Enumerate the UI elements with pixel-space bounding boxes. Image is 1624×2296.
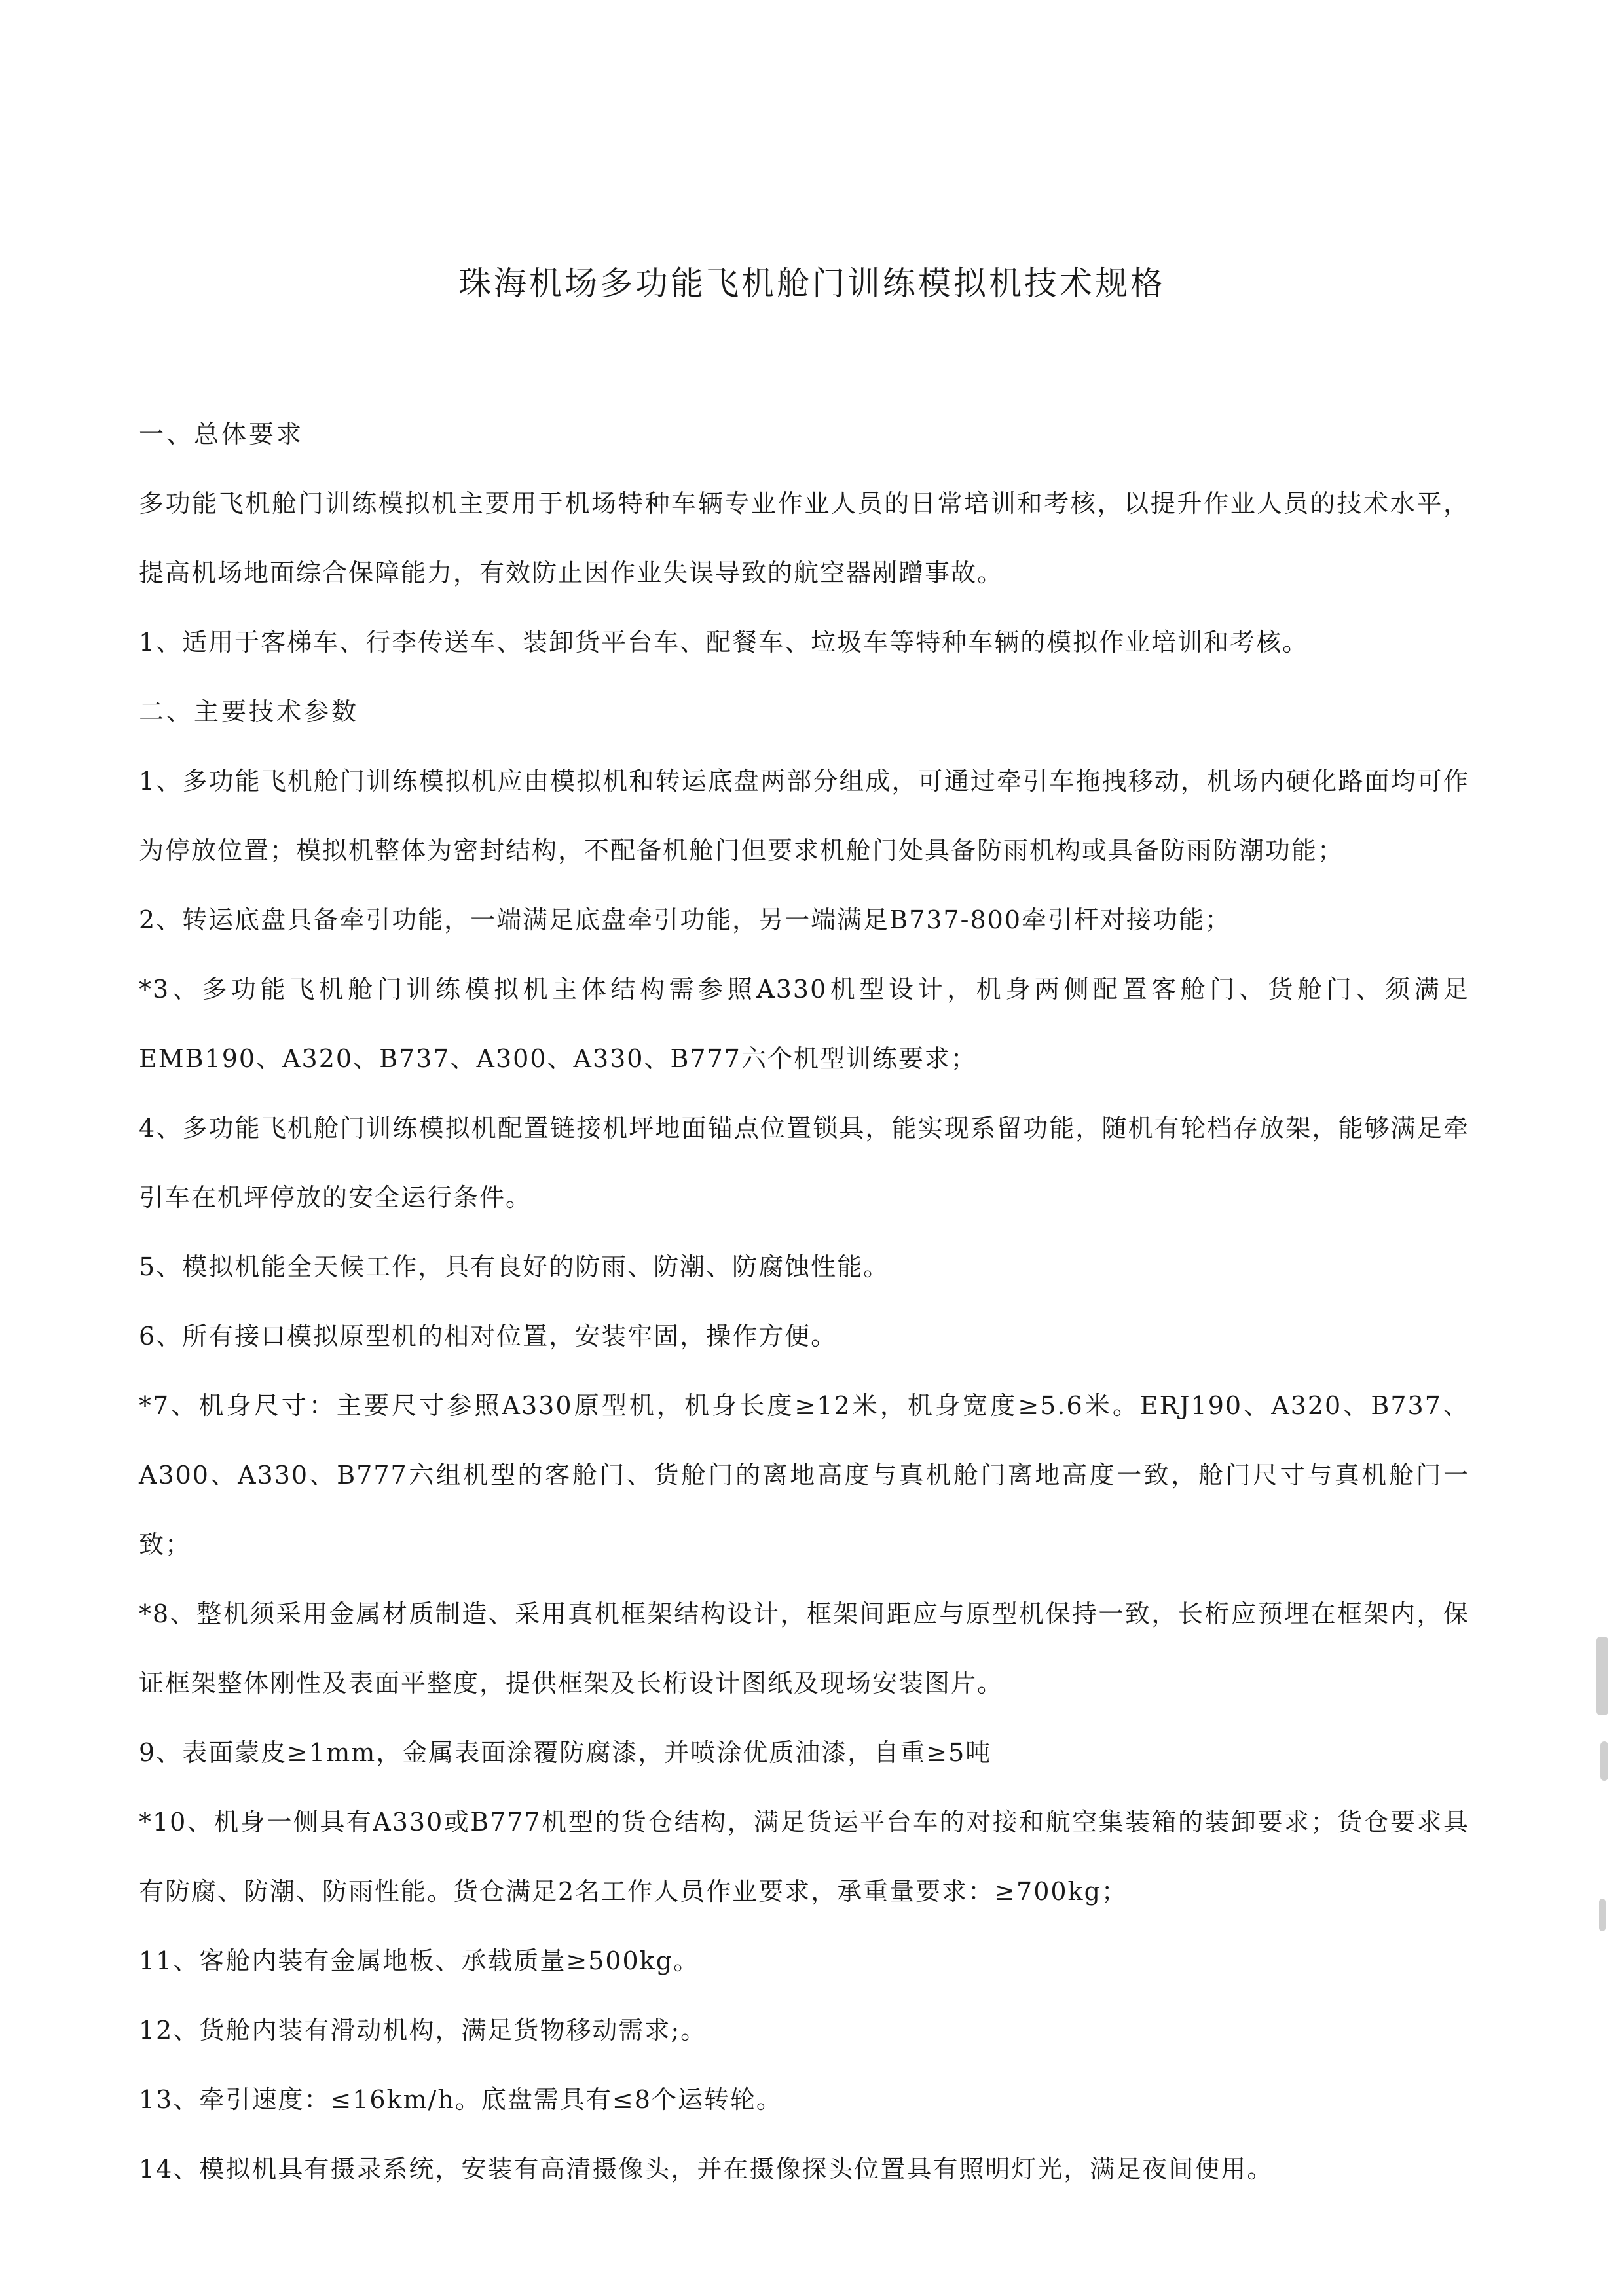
paragraph: 1、适用于客梯车、行李传送车、装卸货平台车、配餐车、垃圾车等特种车辆的模拟作业培训和考核。	[139, 628, 1309, 657]
paragraph: 4、多功能飞机舱门训练模拟机配置链接机坪地面锚点位置锁具，能实现系留功能，随机有轮档存放架，能够满足牵引车在机坪停放的安全运行条件。	[139, 1114, 1469, 1212]
paragraph: 2、转运底盘具备牵引功能，一端满足底盘牵引功能，另一端满足B737-800牵引杆对接功能；	[139, 905, 1232, 934]
scan-artifact	[1599, 1899, 1606, 1931]
paragraph: *10、机身一侧具有A330或B777机型的货仓结构，满足货运平台车的对接和航空集装箱的装卸要求；货仓要求具有防腐、防潮、防雨性能。货仓满足2名工作人员作业要求，承重量要求：≥700kg；	[139, 1808, 1469, 1906]
paragraph: 多功能飞机舱门训练模拟机主要用于机场特种车辆专业作业人员的日常培训和考核，以提升作业人员的技术水平，提高机场地面综合保障能力，有效防止因作业失误导致的航空器剐蹭事故。	[139, 489, 1469, 587]
paragraph: *7、机身尺寸：主要尺寸参照A330原型机，机身长度≥12米，机身宽度≥5.6米。ERJ190、A320、B737、A300、A330、B777六组机型的客舱门、货舱门的离地高度与真机舱门离地高度一致，舱门尺寸与真机舱门一致；	[139, 1391, 1469, 1559]
paragraph: *8、整机须采用金属材质制造、采用真机框架结构设计，框架间距应与原型机保持一致，长桁应预埋在框架内，保证框架整体刚性及表面平整度，提供框架及长桁设计图纸及现场安装图片。	[139, 1599, 1469, 1698]
paragraph: 5、模拟机能全天候工作，具有良好的防雨、防潮、防腐蚀性能。	[139, 1252, 890, 1281]
paragraph: 6、所有接口模拟原型机的相对位置，安装牢固，操作方便。	[139, 1322, 838, 1351]
paragraph: 11、客舱内装有金属地板、承载质量≥500kg。	[139, 1946, 700, 1975]
section-heading-general: 一、总体要求	[139, 420, 304, 448]
paragraph: *3、多功能飞机舱门训练模拟机主体结构需参照A330机型设计，机身两侧配置客舱门、货舱门、须满足EMB190、A320、B737、A300、A330、B777六个机型训练要求；	[139, 975, 1469, 1073]
paragraph: 14、模拟机具有摄录系统，安装有高清摄像头，并在摄像探头位置具有照明灯光，满足夜间使用。	[139, 2155, 1274, 2183]
paragraph: 1、多功能飞机舱门训练模拟机应由模拟机和转运底盘两部分组成，可通过牵引车拖拽移动，机场内硬化路面均可作为停放位置；模拟机整体为密封结构，不配备机舱门但要求机舱门处具备防雨机构或具备防雨防潮功能；	[139, 767, 1469, 865]
section-heading-technical: 二、主要技术参数	[139, 697, 360, 726]
paragraph: 12、货舱内装有滑动机构，满足货物移动需求;。	[139, 2016, 707, 2045]
document-title: 珠海机场多功能飞机舱门训练模拟机技术规格	[458, 264, 1166, 302]
document-body	[139, 399, 1469, 2204]
scan-artifact	[1600, 1741, 1608, 1781]
scan-artifact	[1596, 1637, 1608, 1715]
paragraph: 9、表面蒙皮≥1mm，金属表面涂覆防腐漆，并喷涂优质油漆，自重≥5吨	[139, 1738, 992, 1767]
paragraph: 13、牵引速度：≤16km/h。底盘需具有≤8个运转轮。	[139, 2085, 783, 2114]
